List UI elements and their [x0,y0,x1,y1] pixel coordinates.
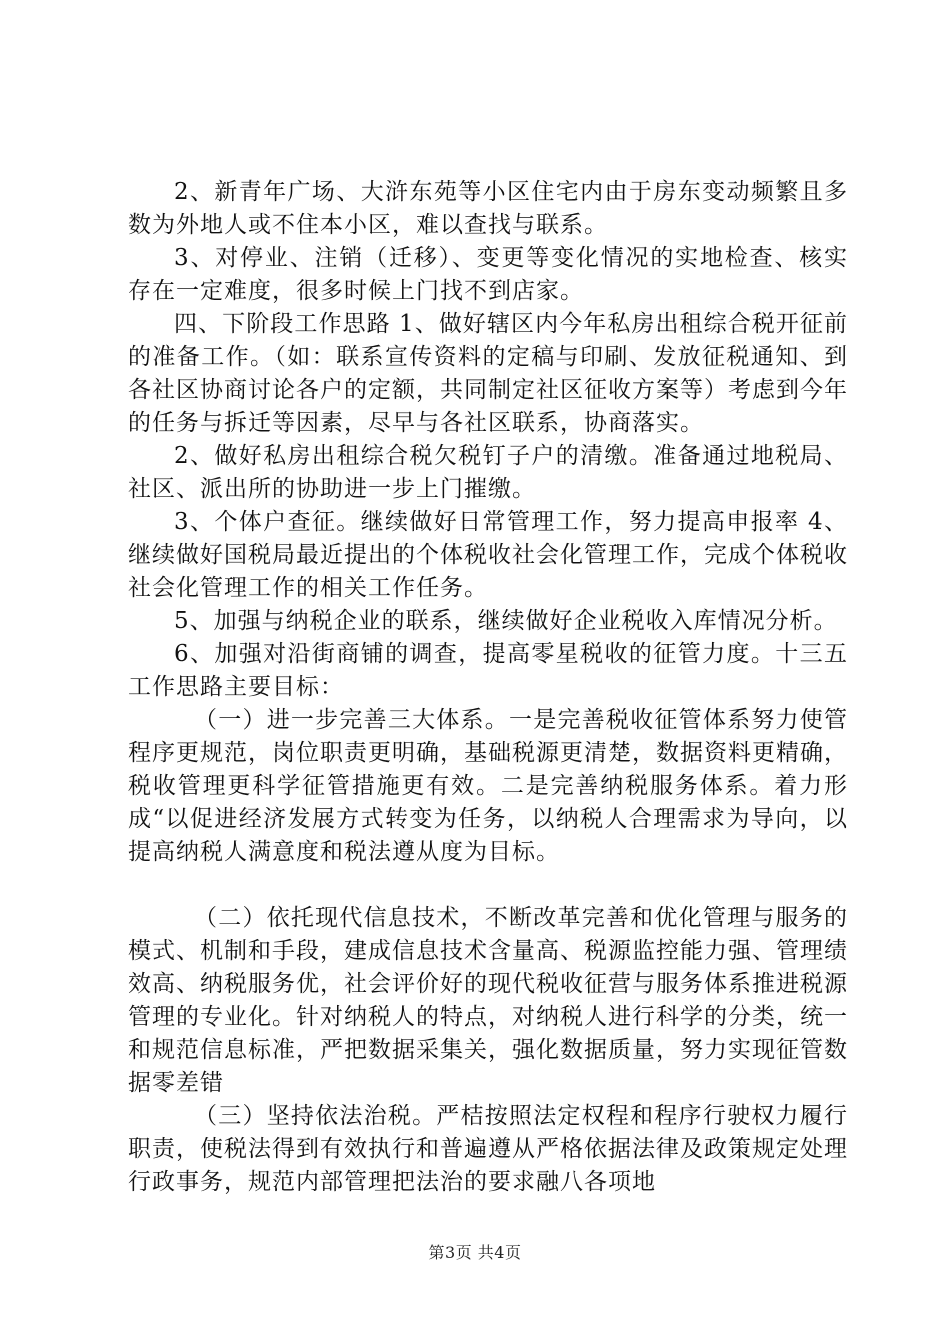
paragraph-next-stage-5: 5、加强与纳税企业的联系，继续做好企业税收入库情况分析。 [174,608,838,634]
paragraph-goal-3: （三）坚持依法治税。严桔按照法定权程和程序行驶权力履行职责，使税法得到有效执行和普遍遵从严格依据法律及政策规定处理行政事务，规范内部管理把法治的要求融八各项地 [128,1103,848,1195]
page-number-footer: 第3页 共4页 [428,1243,522,1262]
paragraph-next-stage-3-4: 3、个体户查征。继续做好日常管理工作，努力提高申报率 4、继续做好国税局最近提出的个体税收社会化管理工作，完成个体税收社会化管理工作的相关工作任务。 [128,509,848,601]
paragraph-next-stage-1: 四、下阶段工作思路 1、做好辖区内今年私房出租综合税开征前的准备工作。（如：联系宣传资料的定稿与印刷、发放征税通知、到各社区协商讨论各户的定额，共同制定社区征收方案等）考虑到今年的任务与拆迁等因素，尽早与各社区联系，协商落实。 [128,311,848,436]
paragraph-issue-2: 2、新青年广场、大浒东苑等小区住宅内由于房东变动频繁且多数为外地人或不住本小区，难以查找与联系。 [128,179,848,238]
paragraph-issue-3: 3、对停业、注销（迁移）、变更等变化情况的实地检查、核实存在一定难度，很多时候上门找不到店家。 [128,245,848,304]
paragraph-next-stage-2: 2、做好私房出租综合税欠税钉子户的清缴。准备通过地税局、社区、派出所的协助进一步上门摧缴。 [128,443,848,502]
paragraph-next-stage-6: 6、加强对沿街商铺的调查，提高零星税收的征管力度。十三五工作思路主要目标： [128,641,848,700]
document-body [128,176,848,1199]
paragraph-goal-1: （一）进一步完善三大体系。一是完善税收征管体系努力使管程序更规范，岗位职责更明确，基础税源更清楚，数据资料更精确，税收管理更科学征管措施更有效。二是完善纳税服务体系。着力形成“以促进经济发展方式转变为任务，以纳税人合理需求为导向，以提高纳税人满意度和税法遵从度为目标。 [128,707,848,865]
paragraph-goal-2: （二）依托现代信息技术，不断改革完善和优化管理与服务的模式、机制和手段，建成信息技术含量高、税源监控能力强、管理绩效高、纳税服务优，社会评价好的现代税收征营与服务体系推进税源管理的专业化。针对纳税人的特点，对纳税人进行科学的分类，统一和规范信息标准，严把数据采集关，强化数据质量，努力实现征管数据零差错 [128,905,848,1096]
